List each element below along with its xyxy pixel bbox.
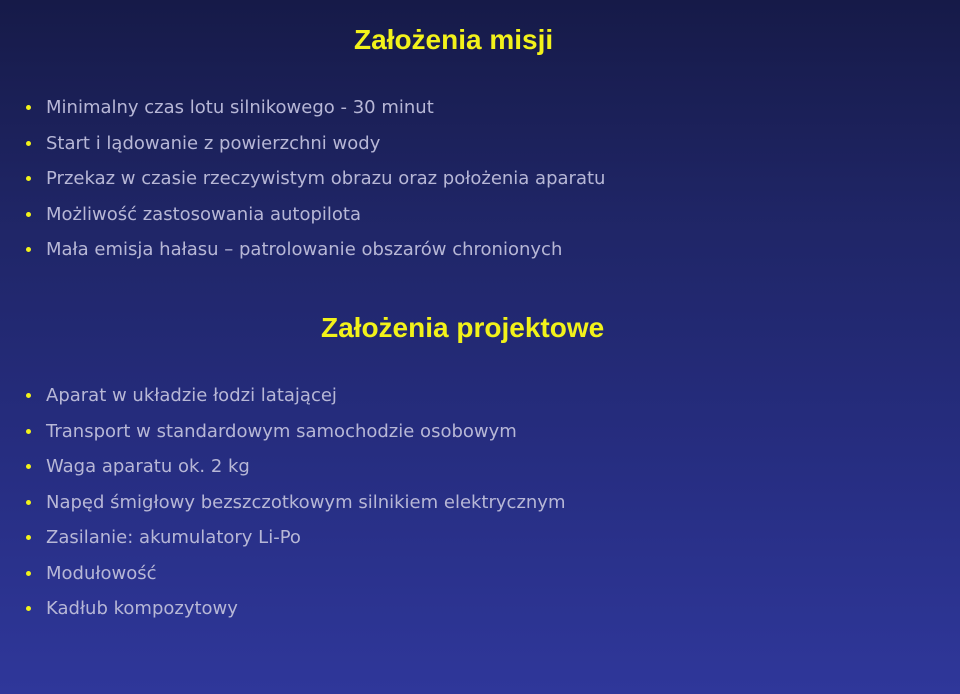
bullet-icon <box>26 500 31 505</box>
list-item-text: Napęd śmigłowy bezszczotkowym silnikiem elektrycznym <box>46 491 566 513</box>
list-item-text: Kadłub kompozytowy <box>46 598 238 619</box>
list-item-text: Waga aparatu ok. 2 kg <box>46 456 250 477</box>
bullet-icon <box>26 571 31 576</box>
mission-assumptions-heading: Założenia misji <box>354 24 554 55</box>
list-item-text: Aparat w układzie łodzi latającej <box>46 385 337 406</box>
bullet-icon <box>26 212 31 217</box>
bullet-icon <box>26 176 31 181</box>
list-item-text: Minimalny czas lotu silnikowego - 30 minut <box>46 97 434 118</box>
bullet-icon <box>26 464 31 469</box>
bullet-icon <box>26 429 31 434</box>
list-item-text: Transport w standardowym samochodzie osobowym <box>46 420 517 442</box>
list-item-text: Zasilanie: akumulatory Li-Po <box>46 527 301 548</box>
bullet-icon <box>26 606 31 611</box>
bullet-icon <box>26 247 31 252</box>
project-assumptions-heading: Założenia projektowe <box>321 312 605 343</box>
list-item-text: Modułowość <box>46 562 157 584</box>
list-item-text: Możliwość zastosowania autopilota <box>46 203 361 225</box>
bullet-icon <box>26 535 31 540</box>
bullet-icon <box>26 393 31 398</box>
bullet-icon <box>26 105 31 110</box>
list-item-text: Przekaz w czasie rzeczywistym obrazu oraz położenia aparatu <box>46 168 606 189</box>
list-item-text: Start i lądowanie z powierzchni wody <box>46 132 381 154</box>
list-item-text: Mała emisja hałasu – patrolowanie obszarów chronionych <box>46 239 563 260</box>
bullet-icon <box>26 141 31 146</box>
